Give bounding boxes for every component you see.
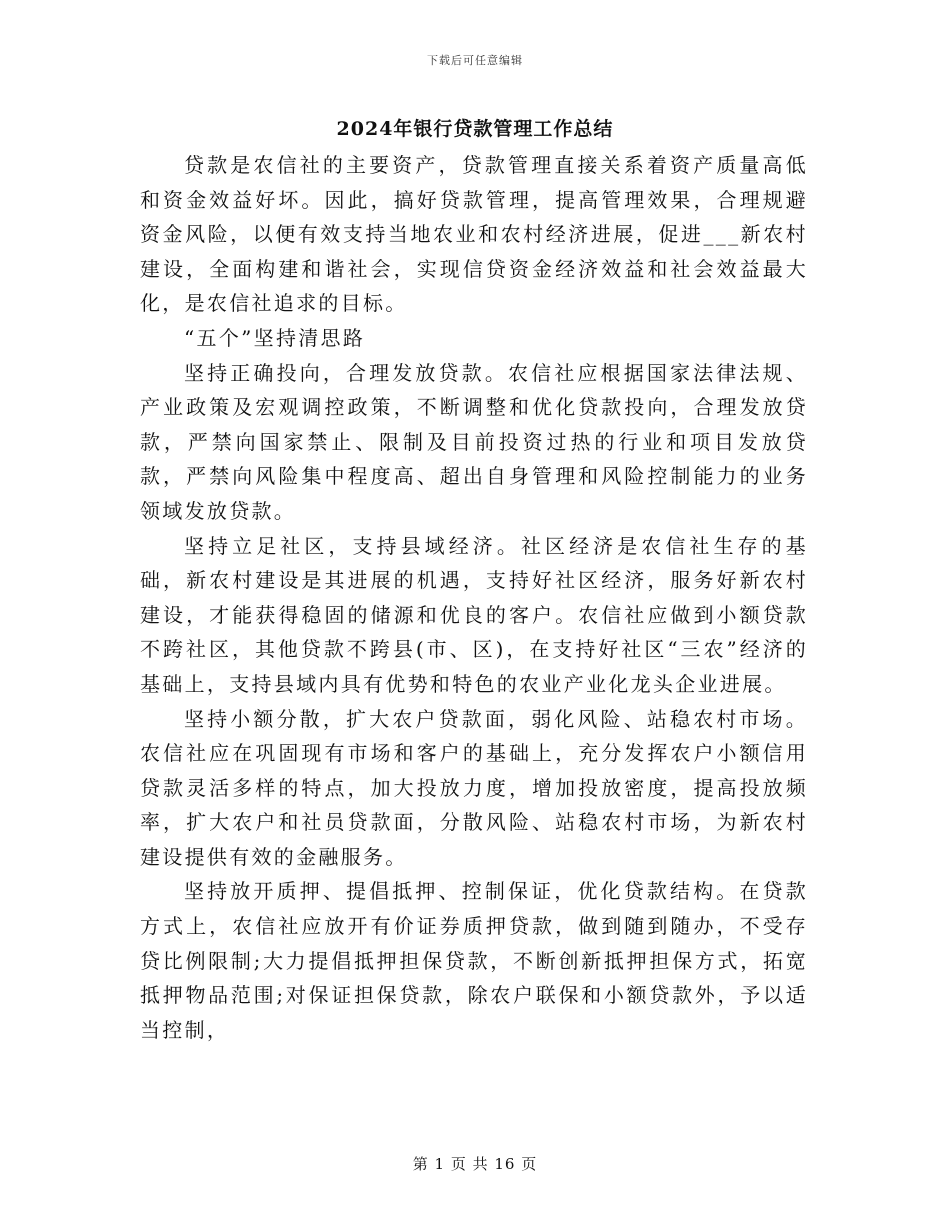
section-heading: “五个”坚持清思路	[184, 325, 366, 350]
page-header-note: 下载后可任意编辑	[427, 54, 523, 67]
paragraph-intro: 贷款是农信社的主要资产，贷款管理直接关系着资产质量高低和资金效益好坏。因此，搞好贷款管理，提高管理效果，合理规避资金风险，以便有效支持当地农业和农村经济进展，促进___新农村建设，全面构建和谐社会，实现信贷资金经济效益和社会效益最大化，是农信社追求的目标。	[140, 153, 808, 316]
paragraph-loan-direction: 坚持正确投向，合理发放贷款。农信社应根据国家法律法规、产业政策及宏观调控政策，不断调整和优化贷款投向，合理发放贷款，严禁向国家禁止、限制及目前投资过热的行业和项目发放贷款，严禁向风险集中程度高、超出自身管理和风险控制能力的业务领域发放贷款。	[140, 360, 808, 523]
page-number: 第 1 页 共 16 页	[412, 1155, 538, 1173]
paragraph-collateral: 坚持放开质押、提倡抵押、控制保证，优化贷款结构。在贷款方式上，农信社应放开有价证券质押贷款，做到随到随办，不受存贷比例限制;大力提倡抵押担保贷款，不断创新抵押担保方式，拓宽抵押物品范围;对保证担保贷款，除农户联保和小额贷款外，予以适当控制，	[140, 879, 808, 1042]
paragraph-small-loans: 坚持小额分散，扩大农户贷款面，弱化风险、站稳农村市场。农信社应在巩固现有市场和客户的基础上，充分发挥农户小额信用贷款灵活多样的特点，加大投放力度，增加投放密度，提高投放频率，扩大农户和社员贷款面，分散风险、站稳农村市场，为新农村建设提供有效的金融服务。	[140, 706, 808, 869]
document-body	[140, 148, 808, 1047]
document-title: 2024年银行贷款管理工作总结	[336, 118, 614, 140]
paragraph-community: 坚持立足社区，支持县域经济。社区经济是农信社生存的基础，新农村建设是其进展的机遇，支持好社区经济，服务好新农村建设，才能获得稳固的储源和优良的客户。农信社应做到小额贷款不跨社区，其他贷款不跨县(市、区)，在支持好社区“三农”经济的基础上，支持县域内具有优势和特色的农业产业化龙头企业进展。	[140, 533, 808, 696]
